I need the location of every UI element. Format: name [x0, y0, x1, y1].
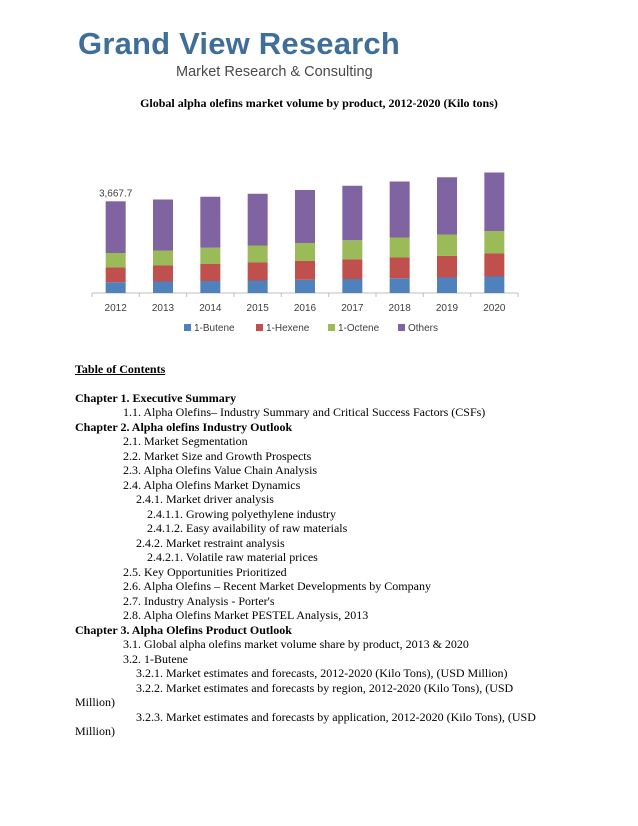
bar-others-2012 [106, 201, 126, 253]
bar-1-hexene-2012 [106, 267, 126, 282]
x-tick-label: 2013 [151, 303, 175, 314]
bar-1-hexene-2017 [342, 259, 362, 279]
bar-1-butene-2016 [295, 280, 315, 293]
legend-label: 1-Butene [194, 323, 235, 334]
toc-entry: 2.4.1.1. Growing polyethylene industry [147, 506, 336, 521]
x-tick-label: 2012 [104, 303, 127, 314]
bar-others-2014 [200, 197, 220, 248]
bar-1-butene-2019 [437, 278, 457, 294]
toc-entry: 1.1. Alpha Olefins– Industry Summary and Critical Success Factors (CSFs) [123, 405, 486, 419]
toc-entry: 2.8. Alpha Olefins Market PESTEL Analysis, 2013 [123, 608, 369, 622]
toc-heading: Table of Contents [75, 362, 166, 376]
bar-1-butene-2014 [200, 281, 220, 293]
brand-name: Grand View Research [78, 26, 400, 61]
bar-1-butene-2020 [484, 277, 504, 294]
toc-entry: 2.5. Key Opportunities Prioritized [123, 564, 287, 579]
toc-entry: 2.6. Alpha Olefins – Recent Market Developments by Company [123, 579, 431, 593]
legend-label: 1-Hexene [266, 323, 310, 334]
legend-label: 1-Octene [338, 323, 380, 334]
toc-entry: 2.4.2. Market restraint analysis [136, 535, 285, 550]
bar-1-butene-2015 [248, 281, 268, 294]
bar-1-octene-2012 [106, 253, 126, 267]
toc-entry: 2.7. Industry Analysis - Porter's [123, 593, 275, 608]
bar-1-butene-2017 [342, 279, 362, 293]
bar-1-hexene-2013 [153, 266, 173, 282]
bar-others-2018 [390, 182, 410, 238]
bar-1-octene-2019 [437, 235, 457, 256]
bar-1-hexene-2019 [437, 256, 457, 278]
toc-entry: 3.2.1. Market estimates and forecasts, 2012-2020 (Kilo Tons), (USD Million) [136, 666, 508, 680]
bar-1-octene-2015 [248, 246, 268, 263]
toc-chapter: Chapter 1. Executive Summary [75, 390, 237, 405]
toc-entry: 3.1. Global alpha olefins market volume share by product, 2013 & 2020 [123, 637, 469, 651]
bar-1-octene-2020 [484, 231, 504, 254]
legend-swatch-others [398, 324, 405, 331]
x-tick-label: 2020 [483, 303, 506, 314]
toc-chapter: Chapter 3. Alpha Olefins Product Outlook [75, 622, 292, 637]
legend-label: Others [408, 323, 439, 334]
toc-entry: 2.4.1. Market driver analysis [136, 492, 274, 506]
bar-1-octene-2013 [153, 251, 173, 266]
toc-entry: Million) [75, 724, 116, 738]
x-tick-label: 2014 [199, 303, 222, 314]
bar-1-hexene-2015 [248, 263, 268, 281]
legend-swatch-1-octene [328, 324, 335, 331]
bar-1-octene-2014 [200, 248, 220, 264]
chart-title: Global alpha olefins market volume by product, 2012-2020 (Kilo tons) [140, 96, 498, 110]
x-tick-label: 2018 [388, 303, 411, 314]
table-of-contents [75, 362, 565, 739]
bar-1-hexene-2014 [200, 264, 220, 281]
bar-others-2016 [295, 190, 315, 243]
toc-entry: 2.4. Alpha Olefins Market Dynamics [123, 477, 301, 492]
bar-1-octene-2016 [295, 243, 315, 261]
data-label: 3,667.7 [98, 188, 133, 200]
bar-others-2020 [484, 173, 504, 232]
x-tick-label: 2019 [435, 303, 459, 314]
bar-1-butene-2018 [390, 278, 410, 293]
bar-others-2015 [248, 194, 268, 246]
bar-1-octene-2017 [342, 240, 362, 259]
toc-entry: 2.3. Alpha Olefins Value Chain Analysis [123, 463, 318, 477]
legend-swatch-1-hexene [256, 324, 263, 331]
toc-entry: 3.2. 1-Butene [123, 651, 188, 666]
x-tick-label: 2017 [341, 303, 364, 314]
toc-entry: 3.2.3. Market estimates and forecasts by application, 2012-2020 (Kilo Tons), (USD [136, 709, 536, 724]
bar-1-hexene-2020 [484, 254, 504, 277]
bar-others-2019 [437, 177, 457, 234]
toc-entry: 2.4.1.2. Easy availability of raw materials [147, 521, 348, 535]
legend-swatch-1-butene [184, 324, 191, 331]
toc-entry: 2.1. Market Segmentation [123, 434, 248, 448]
company-logo [78, 26, 400, 86]
bar-others-2013 [153, 200, 173, 251]
bar-1-hexene-2018 [390, 258, 410, 279]
toc-entry: 2.4.2.1. Volatile raw material prices [147, 550, 318, 564]
toc-entry: 3.2.2. Market estimates and forecasts by region, 2012-2020 (Kilo Tons), (USD [136, 680, 514, 695]
bar-1-butene-2013 [153, 282, 173, 294]
bar-others-2017 [342, 186, 362, 241]
x-tick-label: 2015 [246, 303, 269, 314]
bar-1-hexene-2016 [295, 261, 315, 280]
bar-1-butene-2012 [106, 282, 126, 293]
toc-entry: Million) [75, 695, 116, 709]
brand-tagline: Market Research & Consulting [176, 64, 373, 80]
toc-entry: 2.2. Market Size and Growth Prospects [123, 448, 312, 463]
x-tick-label: 2016 [293, 303, 317, 314]
stacked-bar-chart [80, 138, 530, 350]
toc-chapter: Chapter 2. Alpha olefins Industry Outlook [75, 419, 293, 434]
bar-1-octene-2018 [390, 238, 410, 258]
